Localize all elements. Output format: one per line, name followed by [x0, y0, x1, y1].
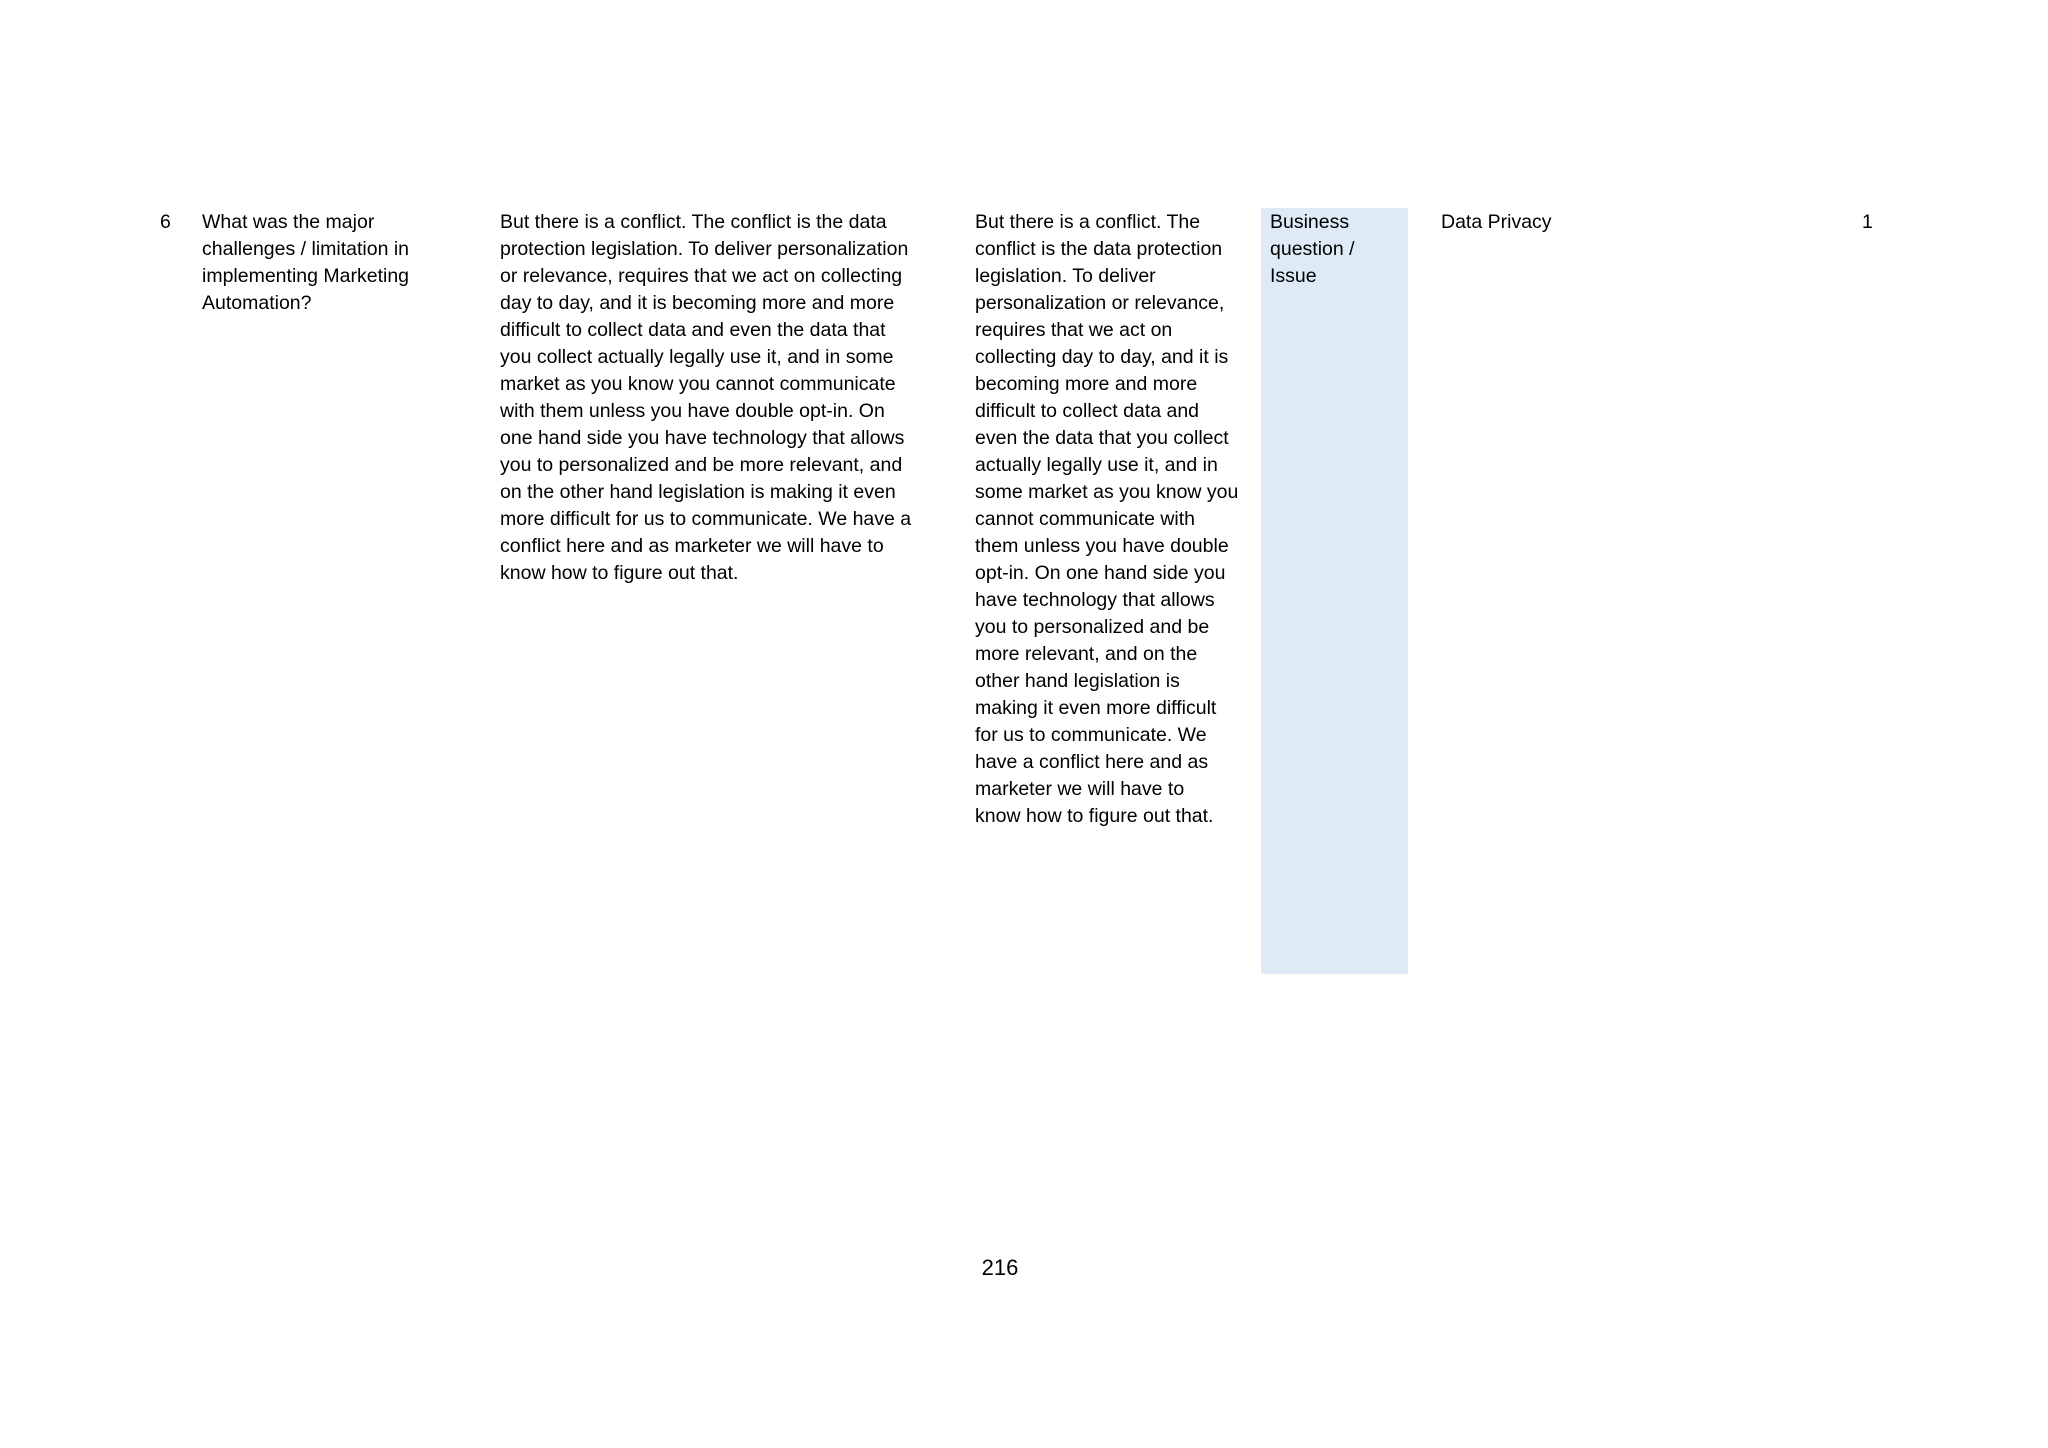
answer-line: market as you know you cannot communicate — [500, 373, 896, 395]
row-number: 6 — [160, 211, 171, 233]
quote-line: becoming more and more — [975, 373, 1198, 395]
coded-quote — [975, 209, 1255, 830]
quote-line: some market as you know you — [975, 481, 1239, 503]
answer-line: know how to figure out that. — [500, 562, 739, 584]
quote-line: making it even more difficult — [975, 697, 1217, 719]
quote-line: marketer we will have to — [975, 778, 1185, 800]
quote-line: for us to communicate. We — [975, 724, 1207, 746]
quote-line: cannot communicate with — [975, 508, 1196, 530]
category-line: Business — [1270, 211, 1350, 233]
quote-line: legislation. To deliver — [975, 265, 1156, 287]
question-line: implementing Marketing — [202, 265, 410, 287]
quote-line: other hand legislation is — [975, 670, 1180, 692]
answer-line: conflict here and as marketer we will have to — [500, 535, 884, 557]
answer-line: protection legislation. To deliver personalization — [500, 238, 909, 260]
quote-line: have technology that allows — [975, 589, 1215, 611]
answer-line: you to personalized and be more relevant, and — [500, 454, 903, 476]
quote-line: know how to figure out that. — [975, 805, 1214, 827]
answer-line: with them unless you have double opt-in. On — [500, 400, 885, 422]
category-line: question / — [1270, 238, 1355, 260]
quote-line: But there is a conflict. The — [975, 211, 1201, 233]
quote-line: actually legally use it, and in — [975, 454, 1218, 476]
question-line: Automation? — [202, 292, 312, 314]
interview-answer — [500, 209, 945, 587]
answer-line: day to day, and it is becoming more and more — [500, 292, 895, 314]
answer-line: on the other hand legislation is making it even — [500, 481, 896, 503]
theme-label: Data Privacy — [1441, 211, 1552, 233]
category-line: Issue — [1270, 265, 1317, 287]
quote-line: personalization or relevance, — [975, 292, 1225, 314]
answer-line: one hand side you have technology that allows — [500, 427, 905, 449]
page-number: 216 — [981, 1255, 1019, 1280]
answer-line: more difficult for us to communicate. We have a — [500, 508, 912, 530]
answer-line: difficult to collect data and even the data that — [500, 319, 886, 341]
quote-line: conflict is the data protection — [975, 238, 1223, 260]
quote-line: more relevant, and on the — [975, 643, 1198, 665]
frequency-count: 1 — [1862, 211, 1873, 233]
category-label — [1270, 209, 1402, 290]
quote-line: you to personalized and be — [975, 616, 1210, 638]
quote-line: even the data that you collect — [975, 427, 1229, 449]
answer-line: you collect actually legally use it, and in some — [500, 346, 894, 368]
question-line: What was the major — [202, 211, 375, 233]
quote-line: collecting day to day, and it is — [975, 346, 1229, 368]
answer-line: or relevance, requires that we act on collecting — [500, 265, 903, 287]
quote-line: difficult to collect data and — [975, 400, 1200, 422]
quote-line: them unless you have double — [975, 535, 1229, 557]
question-line: challenges / limitation in — [202, 238, 410, 260]
quote-line: opt-in. On one hand side you — [975, 562, 1226, 584]
interview-question — [202, 209, 447, 317]
answer-line: But there is a conflict. The conflict is the data — [500, 211, 887, 233]
quote-line: have a conflict here and as — [975, 751, 1209, 773]
quote-line: requires that we act on — [975, 319, 1173, 341]
category-cell-background — [1261, 208, 1408, 974]
